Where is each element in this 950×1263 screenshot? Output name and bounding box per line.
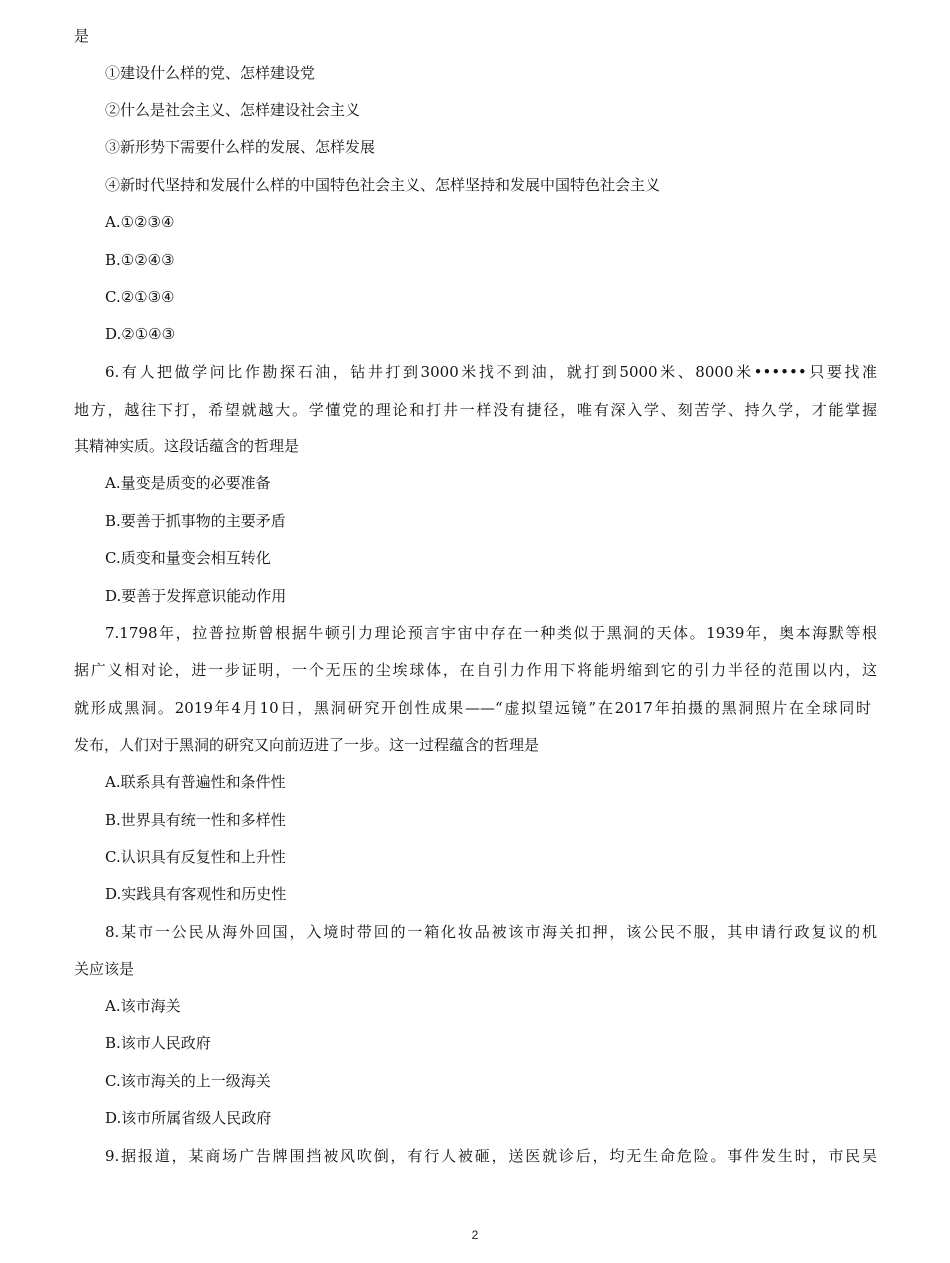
q6-stem-line-1: 6.有人把做学问比作勘探石油，钻井打到3000米找不到油，就打到5000米、8000米••••••只要找准 <box>105 363 877 381</box>
q8-stem-line-1: 8.某市一公民从海外回国，入境时带回的一箱化妆品被该市海关扣押，该公民不服，其申请行政复议的机 <box>105 923 877 941</box>
q5-option-c: C.②①③④ <box>105 288 175 306</box>
q6-stem-line-2: 地方，越往下打，希望就越大。学懂党的理论和打井一样没有捷径，唯有深入学、刻苦学、持久学，才能掌握 <box>74 401 877 419</box>
q5-item-4: ④新时代坚持和发展什么样的中国特色社会主义、怎样坚持和发展中国特色社会主义 <box>105 176 661 194</box>
q9-stem-line-1: 9.据报道，某商场广告牌围挡被风吹倒，有行人被砸，送医就诊后，均无生命危险。事件发生时，市民吴 <box>105 1147 877 1165</box>
q6-option-c: C.质变和量变会相互转化 <box>105 549 271 567</box>
q5-option-a: A.①②③④ <box>105 213 175 231</box>
q7-stem-line-2: 据广义相对论，进一步证明，一个无压的尘埃球体，在自引力作用下将能坍缩到它的引力半径的范围以内，这 <box>74 661 877 679</box>
q7-stem-line-1: 7.1798年，拉普拉斯曾根据牛顿引力理论预言宇宙中存在一种类似于黑洞的天体。1939年，奥本海默等根 <box>105 624 877 642</box>
q7-option-d: D.实践具有客观性和历史性 <box>105 885 287 903</box>
q6-option-b: B.要善于抓事物的主要矛盾 <box>105 512 286 530</box>
q8-option-a: A.该市海关 <box>105 997 181 1015</box>
intro-tail: 是 <box>74 27 90 45</box>
q7-option-c: C.认识具有反复性和上升性 <box>105 848 286 866</box>
q5-option-b: B.①②④③ <box>105 251 175 269</box>
q8-option-b: B.该市人民政府 <box>105 1034 211 1052</box>
q5-option-d: D.②①④③ <box>105 325 176 343</box>
q6-option-d: D.要善于发挥意识能动作用 <box>105 587 287 605</box>
q8-option-d: D.该市所属省级人民政府 <box>105 1109 272 1127</box>
q6-stem-line-3: 其精神实质。这段话蕴含的哲理是 <box>74 437 300 455</box>
q5-item-1: ①建设什么样的党、怎样建设党 <box>105 64 316 82</box>
q6-option-a: A.量变是质变的必要准备 <box>105 474 271 492</box>
q7-option-b: B.世界具有统一性和多样性 <box>105 811 286 829</box>
q8-stem-line-2: 关应该是 <box>74 960 135 978</box>
q7-stem-line-3: 就形成黑洞。2019年4月10日，黑洞研究开创性成果——“虚拟望远镜”在2017年拍摄的黑洞照片在全球同时 <box>74 699 871 717</box>
q8-option-c: C.该市海关的上一级海关 <box>105 1072 271 1090</box>
q5-item-3: ③新形势下需要什么样的发展、怎样发展 <box>105 138 376 156</box>
q5-item-2: ②什么是社会主义、怎样建设社会主义 <box>105 101 361 119</box>
q7-stem-line-4: 发布，人们对于黑洞的研究又向前迈进了一步。这一过程蕴含的哲理是 <box>74 736 540 754</box>
page-number: 2 <box>471 1228 479 1242</box>
q7-option-a: A.联系具有普遍性和条件性 <box>105 773 286 791</box>
